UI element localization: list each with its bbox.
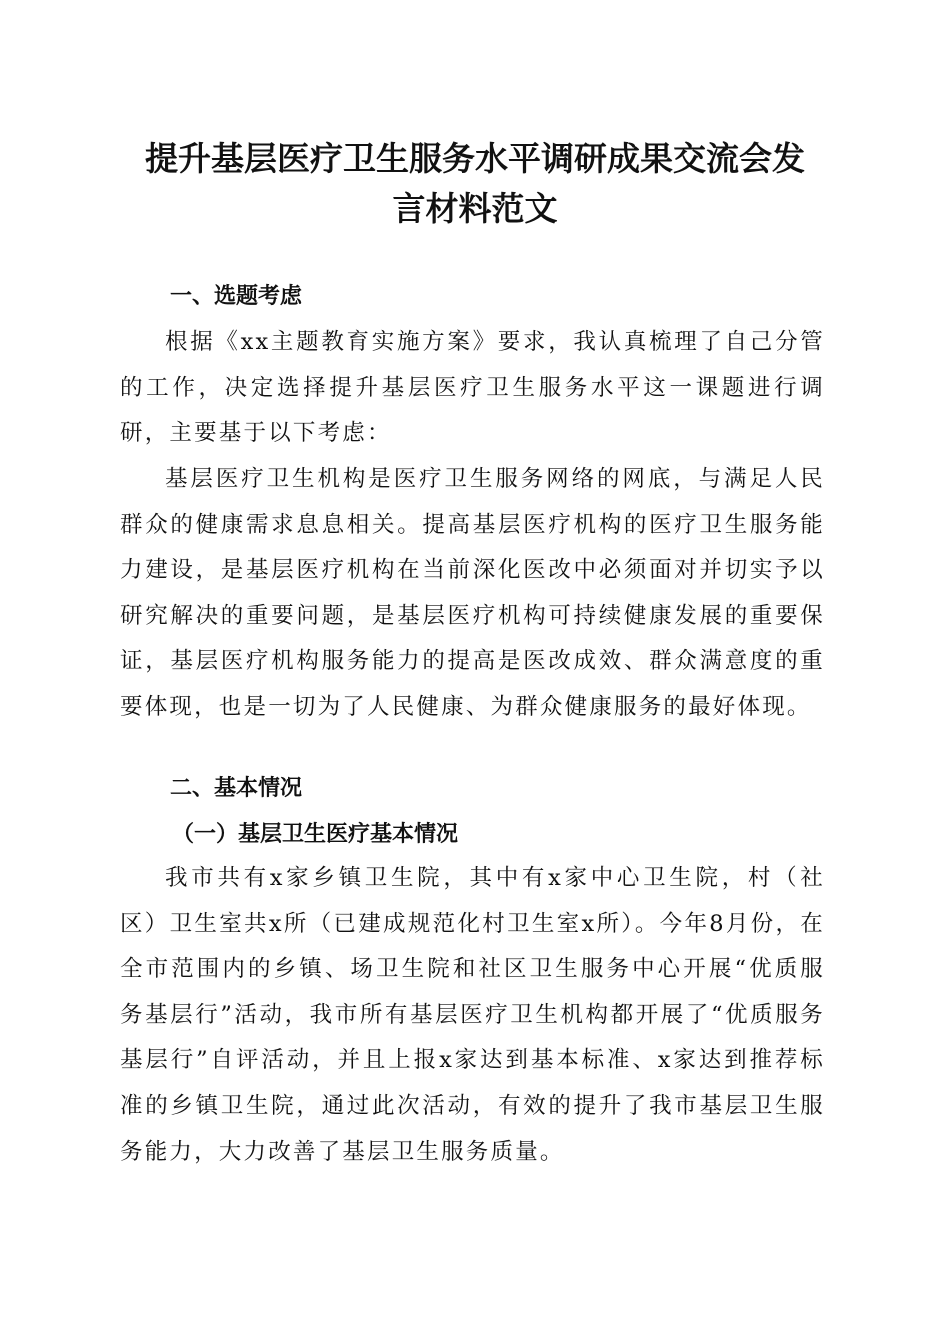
section-1-paragraph-1: 根据《xx主题教育实施方案》要求，我认真梳理了自己分管的工作，决定选择提升基层医疗卫生服务水平这一课题进行调研，主要基于以下考虑： — [120, 329, 825, 447]
section-1-heading: 一、选题考虑 — [170, 284, 303, 309]
subsection-1-heading: （一）基层卫生医疗基本情况 — [172, 821, 459, 847]
document-title-line-1: 提升基层医疗卫生服务水平调研成果交流会发 — [145, 139, 805, 178]
document-title-line-2: 言材料范文 — [392, 189, 558, 228]
section-1-paragraph-2: 基层医疗卫生机构是医疗卫生服务网络的网底，与满足人民群众的健康需求息息相关。提高基层医疗机构的医疗卫生服务能力建设，是基层医疗机构在当前深化医改中必须面对并切实予以研究解决的重要问题，是基层医疗机构可持续健康发展的重要保证，基层医疗机构服务能力的提高是医改成效、群众满意度的重要体现，也是一切为了人民健康、为群众健康服务的最好体现。 — [120, 466, 825, 720]
section-2-paragraph-1: 我市共有x家乡镇卫生院，其中有x家中心卫生院，村（社区）卫生室共x所（已建成规范化村卫生室x所）。今年8月份，在全市范围内的乡镇、场卫生院和社区卫生服务中心开展“优质服务基层行”活动，我市所有基层医疗卫生机构都开展了“优质服务基层行”自评活动，并且上报x家达到基本标准、x家达到推荐标准的乡镇卫生院，通过此次活动，有效的提升了我市基层卫生服务能力，大力改善了基层卫生服务质量。 — [120, 865, 825, 1165]
section-2-heading: 二、基本情况 — [170, 776, 303, 801]
